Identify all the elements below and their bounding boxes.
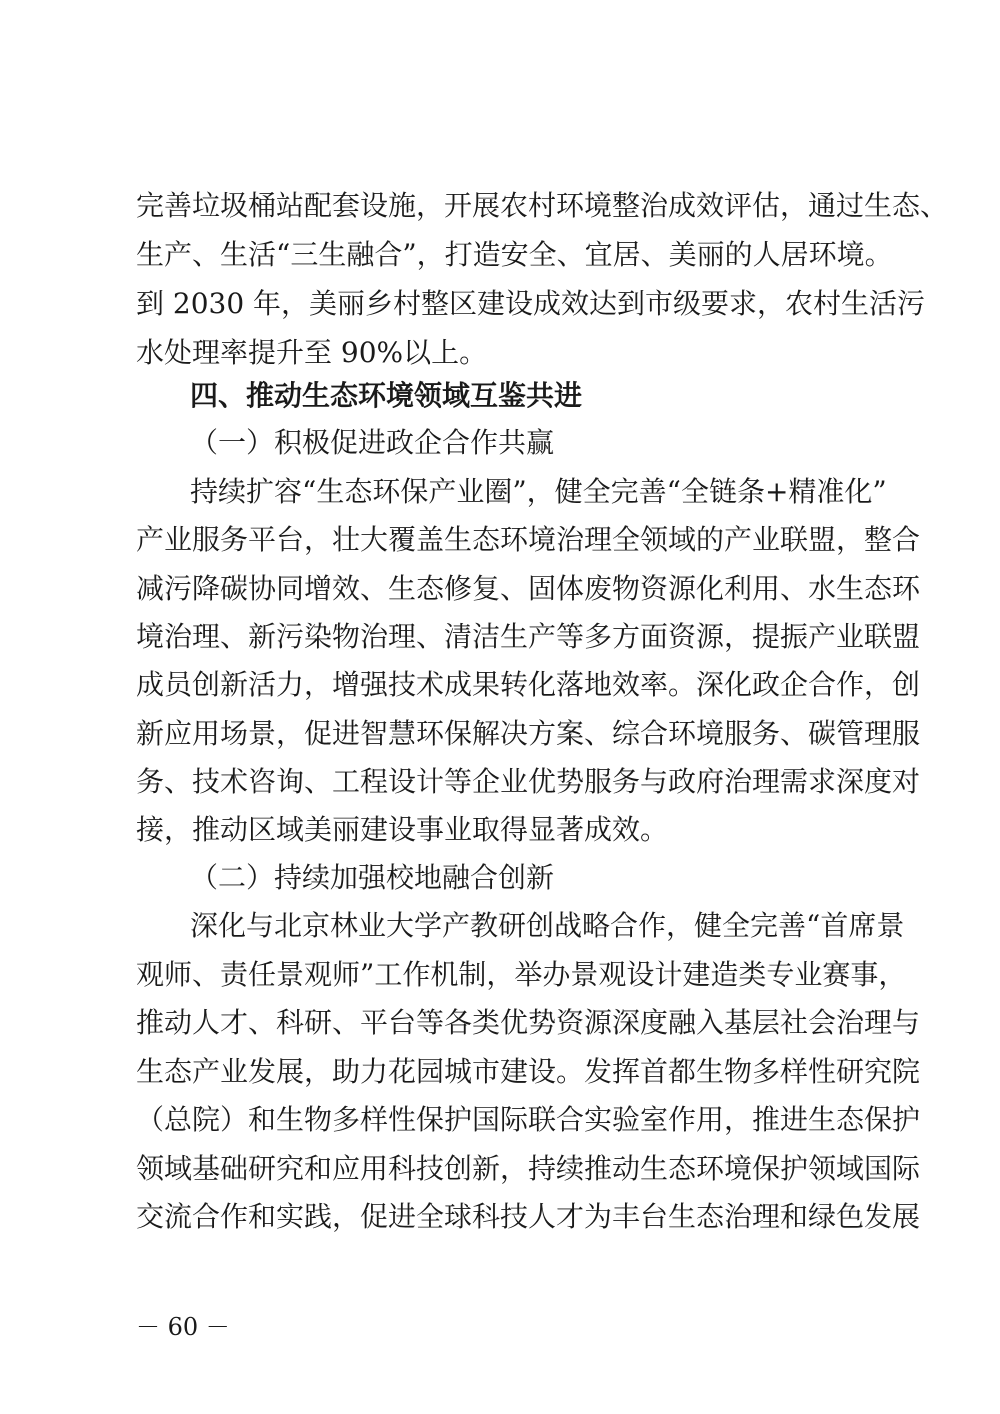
paragraph-line: 持续扩容“生态环保产业圈”，健全完善“全链条+精准化”: [190, 475, 887, 508]
paragraph-line: 交流合作和实践，促进全球科技人才为丰台生态治理和绿色发展: [136, 1200, 921, 1233]
paragraph-line: 成员创新活力，增强技术成果转化落地效率。深化政企合作，创: [136, 668, 921, 701]
paragraph-line: 观师、责任景观师”工作机制，举办景观设计建造类专业赛事，: [136, 958, 907, 991]
paragraph-line: 境治理、新污染物治理、清洁生产等多方面资源，提振产业联盟: [136, 620, 921, 653]
paragraph-line: 减污降碳协同增效、生态修复、固体废物资源化利用、水生态环: [136, 572, 921, 605]
paragraph-line: 产业服务平台，壮大覆盖生态环境治理全领域的产业联盟，整合: [136, 523, 921, 556]
subsection-heading: （一）积极促进政企合作共赢: [190, 426, 555, 459]
paragraph-line: 水处理率提升至 90%以上。: [136, 336, 488, 369]
paragraph-line: 生产、生活“三生融合”，打造安全、宜居、美丽的人居环境。: [136, 238, 893, 271]
section-heading: 四、推动生态环境领域互鉴共进: [190, 379, 583, 412]
paragraph-line: 完善垃圾桶站配套设施，开展农村环境整治成效评估，通过生态、: [136, 189, 949, 222]
paragraph-line: 深化与北京林业大学产教研创战略合作，健全完善“首席景: [190, 909, 905, 942]
paragraph-line: 生态产业发展，助力花园城市建设。发挥首都生物多样性研究院: [136, 1055, 921, 1088]
paragraph-line: 接，推动区域美丽建设事业取得显著成效。: [136, 813, 669, 846]
paragraph-line: 务、技术咨询、工程设计等企业优势服务与政府治理需求深度对: [136, 765, 921, 798]
paragraph-line: 到 2030 年，美丽乡村整区建设成效达到市级要求，农村生活污: [136, 287, 926, 320]
paragraph-line: （总院）和生物多样性保护国际联合实验室作用，推进生态保护: [136, 1103, 921, 1136]
paragraph-line: 领域基础研究和应用科技创新，持续推动生态环境保护领域国际: [136, 1152, 921, 1185]
paragraph-line: 推动人才、科研、平台等各类优势资源深度融入基层社会治理与: [136, 1006, 921, 1039]
subsection-heading: （二）持续加强校地融合创新: [190, 861, 555, 894]
paragraph-line: 新应用场景，促进智慧环保解决方案、综合环境服务、碳管理服: [136, 717, 921, 750]
page-number: － 60 －: [136, 1313, 230, 1341]
